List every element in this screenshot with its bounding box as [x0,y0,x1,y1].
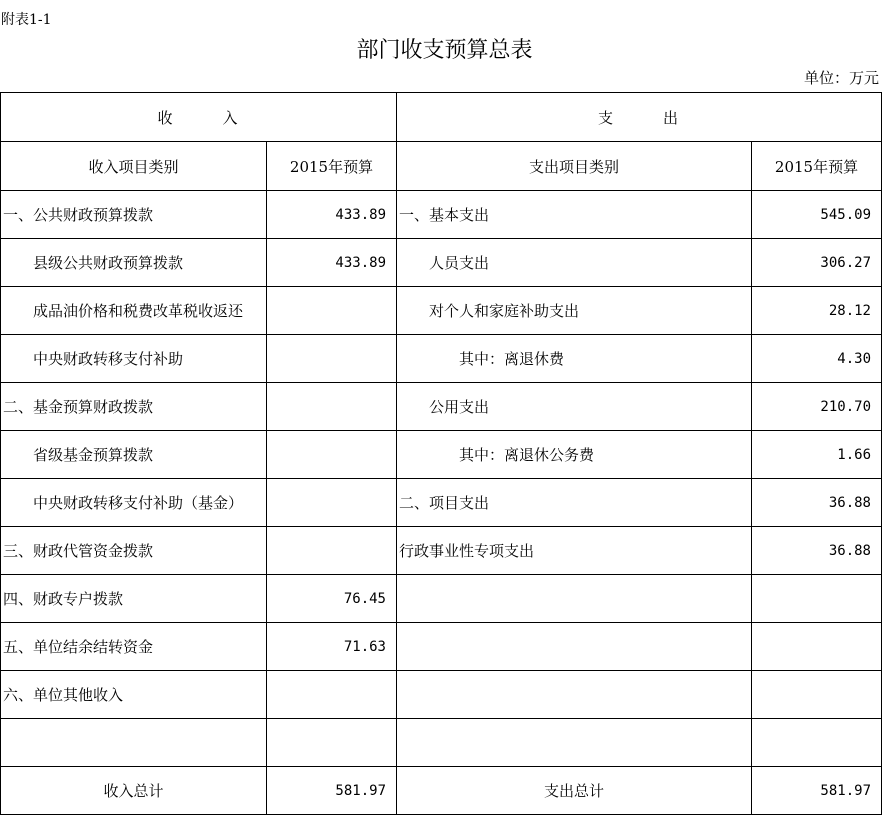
expense-item-value: 36.88 [752,479,882,527]
income-item-value [267,335,397,383]
expense-item-value [752,575,882,623]
expense-item-label: 行政事业性专项支出 [397,527,752,575]
expense-category-header: 支出项目类别 [397,142,752,191]
income-header-char-1: 收 [157,108,175,127]
table-row [1,623,882,671]
income-item-label: 四、财政专户拨款 [1,575,267,623]
expense-item-value: 1.66 [752,431,882,479]
expense-item-value: 36.88 [752,527,882,575]
table-row [1,479,882,527]
expense-item-value: 4.30 [752,335,882,383]
table-row [1,671,882,719]
income-total-label: 收入总计 [1,767,267,815]
income-item-label: 六、单位其他收入 [1,671,267,719]
income-item-value [267,383,397,431]
income-item-label: 五、单位结余结转资金 [1,623,267,671]
expense-item-value: 210.70 [752,383,882,431]
expense-item-label: 对个人和家庭补助支出 [397,287,752,335]
page-title: 部门收支预算总表 [356,38,533,63]
expense-header-char-2: 出 [663,108,681,127]
table-row [1,431,882,479]
income-item-label: 一、公共财政预算拨款 [1,191,267,239]
income-item-label [1,719,267,767]
income-item-value [267,479,397,527]
income-budget-header: 2015年预算 [267,142,397,191]
expense-budget-header: 2015年预算 [752,142,882,191]
header-row-columns [1,142,882,191]
income-item-value [267,527,397,575]
income-item-label: 中央财政转移支付补助 [1,335,267,383]
expense-total-value: 581.97 [752,767,882,815]
income-section-header [1,93,397,142]
table-row [1,287,882,335]
income-item-value [267,287,397,335]
expense-item-label [397,719,752,767]
income-item-value: 76.45 [267,575,397,623]
expense-item-value [752,719,882,767]
income-item-value: 71.63 [267,623,397,671]
unit-label: 单位：万元 [803,69,879,87]
expense-item-value: 28.12 [752,287,882,335]
income-item-label: 省级基金预算拨款 [1,431,267,479]
table-row [1,383,882,431]
header-row-sections [1,93,882,142]
table-row [1,527,882,575]
income-total-value: 581.97 [267,767,397,815]
income-item-label: 成品油价格和税费改革税收返还 [1,287,267,335]
income-category-header: 收入项目类别 [1,142,267,191]
expense-item-label: 公用支出 [397,383,752,431]
income-item-label: 二、基金预算财政拨款 [1,383,267,431]
expense-item-value: 306.27 [752,239,882,287]
table-row [1,335,882,383]
totals-row [1,767,882,815]
expense-item-value [752,623,882,671]
income-item-value [267,431,397,479]
table-row [1,191,882,239]
expense-item-label: 二、项目支出 [397,479,752,527]
expense-total-label: 支出总计 [397,767,752,815]
budget-table [0,92,882,815]
expense-item-label: 人员支出 [397,239,752,287]
income-item-label: 三、财政代管资金拨款 [1,527,267,575]
income-item-label: 中央财政转移支付补助（基金） [1,479,267,527]
attachment-label: 附表1-1 [1,12,52,28]
expense-section-header [397,93,882,142]
expense-item-label [397,623,752,671]
income-item-value [267,671,397,719]
expense-item-value: 545.09 [752,191,882,239]
expense-item-label [397,575,752,623]
table-row [1,575,882,623]
expense-item-label: 一、基本支出 [397,191,752,239]
expense-item-label: 其中：离退休公务费 [397,431,752,479]
table-row [1,239,882,287]
expense-item-label [397,671,752,719]
income-item-label: 县级公共财政预算拨款 [1,239,267,287]
income-item-value: 433.89 [267,239,397,287]
income-item-value: 433.89 [267,191,397,239]
income-header-char-2: 入 [222,108,240,127]
table-row [1,719,882,767]
expense-item-label: 其中：离退休费 [397,335,752,383]
expense-item-value [752,671,882,719]
expense-header-char-1: 支 [597,108,615,127]
income-item-value [267,719,397,767]
